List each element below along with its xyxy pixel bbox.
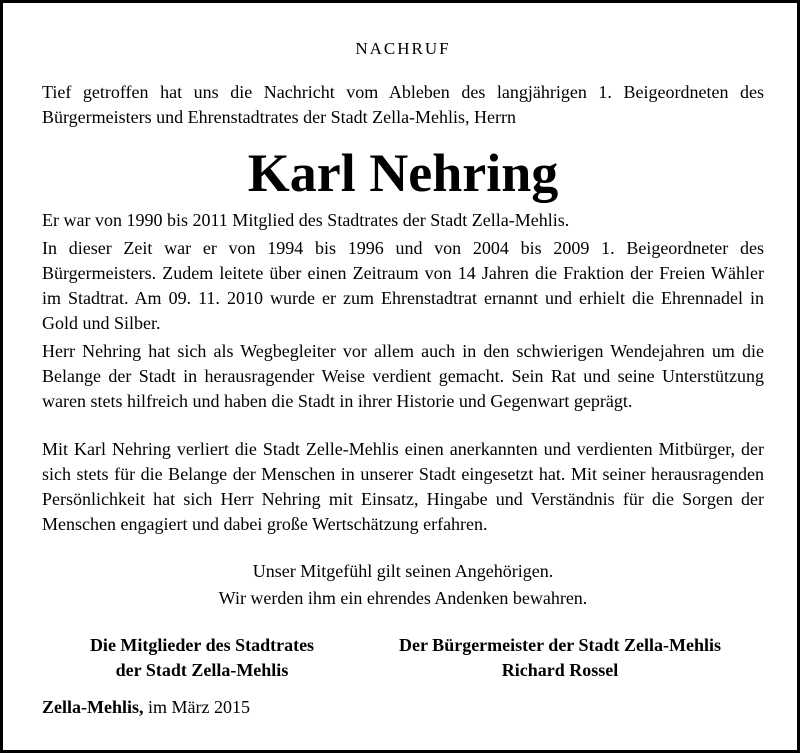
paragraph-career: In dieser Zeit war er von 1994 bis 1996 und von 2004 bis 2009 1. Beigeordneter des Bürgermeisters. Zudem leitete über einen Zeitraum von 14 Jahren die Fraktion der Freien Wähler im Stadtrat. Am 09. 11. 2010 wurde er zum Ehrenstadtrat ernannt und erhielt die Ehrennadel in Gold und Silber. <box>42 238 764 333</box>
intro-paragraph: Tief getroffen hat uns die Nachricht vom Ableben des langjährigen 1. Beigeordneten des Bürgermeisters und Ehrenstadtrates der Stadt Zella-Mehlis, Herrn <box>42 82 764 127</box>
signature-mayor <box>365 633 755 683</box>
paragraph-merits: Herr Nehring hat sich als Wegbegleiter vor allem auch in den schwierigen Wendejahren um die Belange der Stadt in herausragender Weise verdient gemacht. Sein Rat und seine Unterstützung waren stets hilfreich und haben die Stadt in ihrer Historie und Gegenwart geprägt. <box>42 341 764 411</box>
paragraph-membership: Er war von 1990 bis 2011 Mitglied des Stadtrates der Stadt Zella-Mehlis. <box>42 210 570 230</box>
footer-place: Zella-Mehlis, <box>42 697 144 717</box>
place-date-line <box>42 695 250 720</box>
paragraph-tribute: Mit Karl Nehring verliert die Stadt Zelle-Mehlis einen anerkannten und verdienten Mitbürger, der sich stets für die Belange der Menschen in unserer Stadt eingesetzt hat. Mit seiner herausragenden Persönlichkeit hat sich Herr Nehring mit Einsatz, Hingabe und Verständnis für die Sorgen der Menschen engagiert und dabei große Wertschätzung erfahren. <box>42 439 764 534</box>
signature-mayor-line2: Richard Rossel <box>501 660 619 680</box>
signature-mayor-line1: Der Bürgermeister der Stadt Zella-Mehlis <box>399 635 721 655</box>
signature-council-line2: der Stadt Zella-Mehlis <box>115 660 289 680</box>
deceased-name: Karl Nehring <box>247 143 559 203</box>
notice-heading: NACHRUF <box>355 39 451 58</box>
signature-city-council <box>42 633 362 683</box>
condolence-line: Unser Mitgefühl gilt seinen Angehörigen. <box>252 561 554 581</box>
footer-date: im März 2015 <box>148 697 250 717</box>
signature-council-line1: Die Mitglieder des Stadtrates <box>89 635 315 655</box>
remembrance-line: Wir werden ihm ein ehrendes Andenken bewahren. <box>218 588 588 608</box>
